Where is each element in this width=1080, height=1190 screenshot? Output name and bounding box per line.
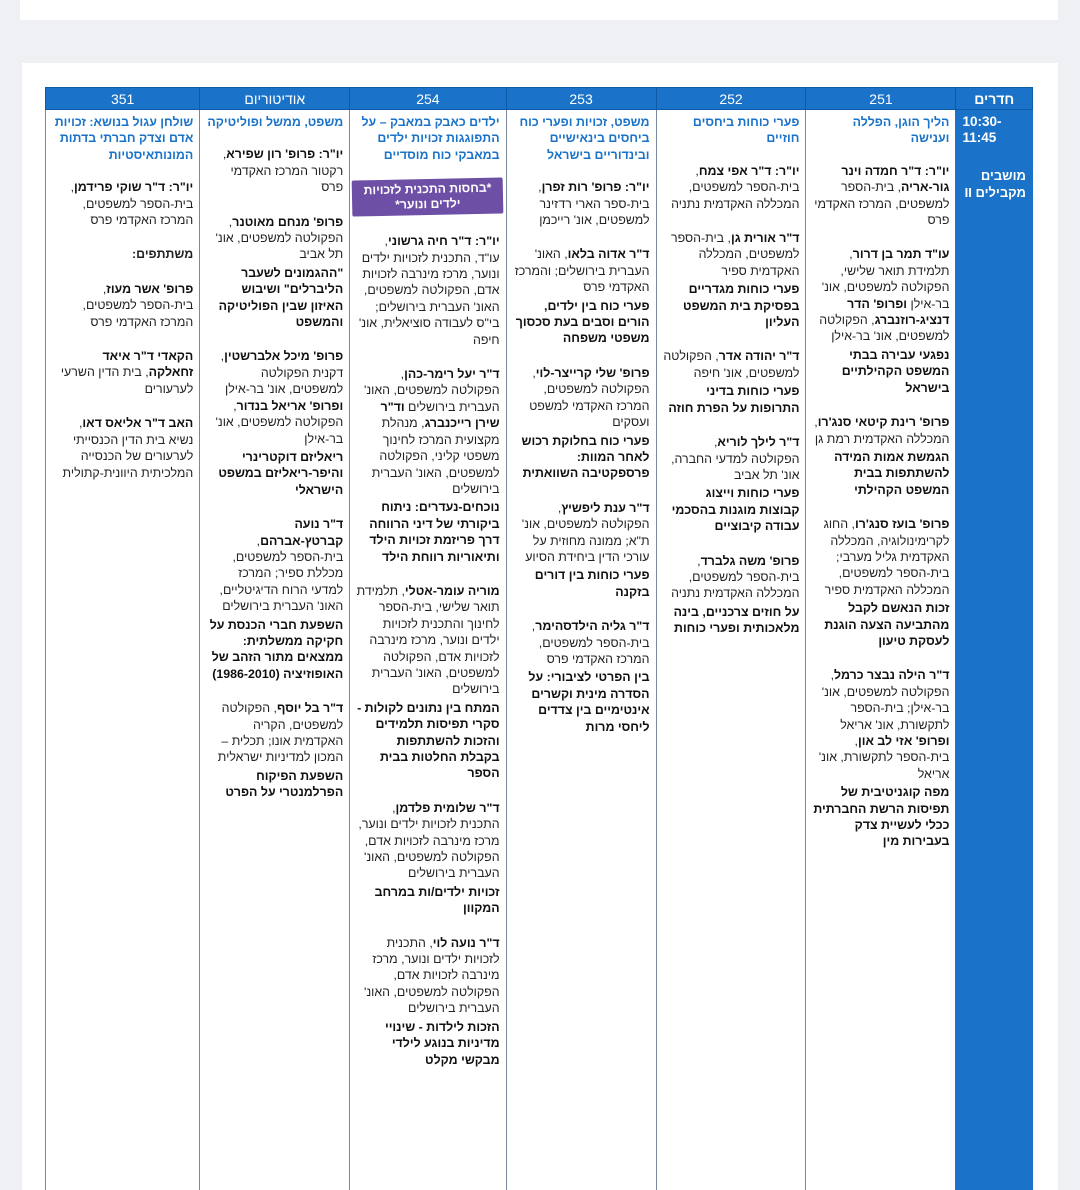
affiliation-text: , בית-הספר למשפטים, המרכז האקדמי פרס [531, 619, 650, 666]
affiliation-text: , הפקולטה למשפטים, אונ' בר-אילן [819, 313, 950, 344]
speaker-affiliation [52, 281, 193, 330]
speaker-affiliation [356, 800, 499, 882]
session-title: ילדים כאבק במאבק – על התפוגגות זכויות ילדים במאבקי כוח מוסדיים [361, 115, 500, 162]
talk-title: מפה קוגניטיבית של תפיסות הרשת החברתית ככלי לעשיית צדק בעבירות מין [813, 785, 950, 849]
affiliation-text: , בית-ספר הארי רדזינר למשפטים, אונ' רייכמן [538, 180, 650, 228]
speaker-name: הקאדי ד"ר איאד זחאלקה [102, 349, 194, 380]
speaker-block [52, 179, 193, 228]
talk-title: בין הפרטי לציבורי: על הסדרה מינית וקשרים אינטימיים בין צדדים ליחסי מרות [528, 670, 650, 734]
speaker-name: ד"ר אדוה בלאו [567, 247, 650, 262]
affiliation-text: , עו"ד, התכנית לזכויות ילדים ונוער, מרכז מינרבה לזכויות אדם, הפקולטה למשפטים, האונ' העברית בירושלים; בי"ס לעבודה סוציאלית, אונ' חיפה [358, 234, 500, 347]
affiliation-text: , בית-הספר למשפטים, המכללה האקדמית ספיר [670, 231, 800, 278]
affiliation-text: , הפקולטה למשפטים, הקריה האקדמית אונו; תכלית – המכון למדיניות ישראלית [217, 701, 344, 765]
speaker-block [513, 618, 650, 735]
speaker-name: ד"ר הילה נבצר כרמל [834, 668, 950, 683]
affiliation-text: , הפקולטה למשפטים, אונ' חיפה [663, 349, 800, 380]
session-title: פערי כוחות ביחסים חוזיים [692, 115, 800, 146]
session-title: הליך הוגן, הפללה וענישה [852, 115, 950, 146]
speaker-affiliation [513, 618, 650, 667]
speaker-affiliation [52, 179, 193, 228]
speaker-block [663, 553, 800, 637]
time-cell [956, 110, 1033, 1190]
talk-title: זכות הנאשם לקבל מהתביעה הצעה הוגנת לעסקת טיעון [824, 601, 950, 648]
speaker-name: יו"ר: ד"ר שוקי פרידמן [74, 180, 194, 195]
speaker-block [52, 348, 193, 397]
affiliation-text: , בית-הספר לתקשורת, אונ' אריאל [818, 734, 950, 781]
speaker-name: פרופ' מיכל אלברשטין [224, 349, 344, 364]
speaker-affiliation [812, 246, 949, 344]
speaker-name: ד"ר שלומית פלדמן [395, 800, 500, 815]
speaker-block [52, 415, 193, 481]
speaker-block [663, 434, 800, 534]
speaker-affiliation [52, 348, 193, 397]
previous-page-card [20, 0, 1058, 20]
speaker-name: ד"ר בל יוסף [276, 701, 344, 716]
speaker-name: מוריה עומר-אטלי [404, 583, 500, 598]
speaker-affiliation [356, 366, 499, 497]
speaker-affiliation [356, 935, 499, 1017]
affiliation-text: , הפקולטה למדעי החברה, אונ' תל אביב [671, 435, 800, 482]
affiliation-text: , תלמידת תואר שלישי, הפקולטה למשפטים, אונ' בר-אילן [821, 247, 950, 311]
affiliation-text: , נשיא בית הדין הכנסייתי לערעורים של הכנסייה המלכיתית היוונית-קתולית [62, 416, 194, 480]
speaker-affiliation [513, 500, 650, 566]
session-title: משפט, זכויות ופערי כוח ביחסים בינאישיים ובינדוריים בישראל [519, 115, 650, 162]
speaker-name: ד"ר נועה קברטץ-אברהם [260, 517, 344, 548]
talk-title: על חוזים צרכניים, בינה מלאכותית ופערי כוחות [673, 604, 800, 636]
talk-title: השפעת הפיקוח הפרלמנטרי על הפרט [225, 768, 344, 800]
speaker-block [356, 800, 499, 917]
speaker-block [812, 667, 949, 849]
affiliation-text: , תלמידת תואר שלישי, בית-הספר לחינוך והתכנית לזכויות ילדים ונוער, מרכז מינרבה לזכויות אדם, הפקולטה למשפטים, האונ' העברית בירושלים [356, 583, 500, 697]
talk-title: פערי כוחות בין דורים בזקנה [534, 568, 650, 599]
talk-title: פערי כוח בין ילדים, הורים וסבים בעת סכסוך משפטי משפחה [515, 298, 650, 346]
speaker-affiliation [206, 516, 343, 614]
affiliation-text: , בית-הספר למשפטים, המרכז האקדמי פרס [82, 281, 194, 329]
talk-title: פערי כוח בחלוקת רכוש לאחר המוות: פרספקטיבה השוואתית [521, 433, 650, 481]
speaker-name: ד"ר נועה לוי [432, 935, 500, 950]
affiliation-text: , הפקולטה למשפטים, אונ' בר-אילן; בית-הספר לתקשורת, אונ' אריאל [821, 668, 950, 732]
affiliation-text: , בית-הספר למשפטים, המרכז האקדמי פרס [70, 180, 194, 228]
speaker-name: ד"ר גליה הילדסהימר [535, 619, 650, 634]
affiliation-text: , בית-הספר למשפטים, המכללה האקדמית נתניה [671, 163, 800, 211]
session-cell [656, 110, 806, 1190]
session-cell [806, 110, 956, 1190]
speaker-affiliation [206, 700, 343, 766]
session-cell [46, 110, 200, 1190]
speaker-block [513, 179, 650, 228]
speaker-block [356, 935, 499, 1068]
speaker-affiliation [812, 414, 949, 447]
speaker-block [663, 163, 800, 212]
session-title: משפט, ממשל ופוליטיקה [207, 115, 344, 129]
speaker-block [206, 516, 343, 682]
speaker-affiliation [356, 233, 499, 348]
affiliation-text: , החוג לקרימינולוגיה, המכללה האקדמית גליל מערבי; בית-הספר למשפטים, המכללה האקדמית ספיר [823, 517, 950, 597]
speaker-affiliation [812, 667, 949, 782]
affiliation-text: , התכנית לזכויות ילדים ונוער, מרכז מינרבה לזכויות אדם, הפקולטה למשפטים, האונ' העברית בירושלים [358, 800, 500, 881]
room-header: אודיטוריום [200, 88, 350, 110]
rooms-header: חדרים [956, 88, 1033, 110]
talk-title: המתח בין נתונים לקולות - סקרי תפיסות תלמידים והזכות להשתתפות בקבלת החלטות בבית הספר [357, 700, 500, 781]
affiliation-text: , המכללה האקדמית רמת גן [814, 415, 950, 446]
affiliation-text: , דקנית הפקולטה למשפטים, אונ' בר-אילן [220, 349, 344, 397]
speaker-block [513, 500, 650, 600]
speaker-name: האב ד"ר אליאס דאו [82, 416, 194, 431]
talk-title: "ההגמונים לשעבר הליברלים" ושיבוש האיזון שבין הפוליטיקה והמשפט [218, 265, 344, 330]
talk-title: פערי כוחות וייצוג קבוצות מוגנות בהסכמי עבודה קיבוציים [671, 486, 800, 534]
speaker-name: ד"ר לילך לוריא [717, 435, 800, 450]
affiliation-text: , הפקולטה למשפטים, אונ' בר-אילן [215, 398, 344, 446]
affiliation-text: , רקטור המרכז האקדמי פרס [222, 147, 344, 195]
speaker-affiliation [206, 348, 343, 446]
affiliation-text: , הפקולטה למשפטים, האונ' העברית בירושלים [363, 367, 500, 414]
speaker-name: יו"ר: ד"ר חמדה וינר גור-אריה [841, 163, 950, 195]
speaker-block [206, 700, 343, 800]
speaker-affiliation [52, 415, 193, 481]
affiliation-text: , הפקולטה למשפטים, אונ' תל אביב [215, 214, 344, 262]
talk-title: נפגעי עבירה בבתי המשפט הקהילתיים בישראל [841, 347, 950, 395]
session-cell [200, 110, 350, 1190]
speaker-block [356, 366, 499, 565]
sponsor-banner: *בחסות התכנית לזכויות ילדים ונוער* [352, 178, 504, 217]
room-header: 253 [506, 88, 656, 110]
speaker-name: יו"ר: פרופ' רות זפרן [541, 180, 650, 195]
speaker-block [356, 233, 499, 348]
room-header: 252 [656, 88, 806, 110]
time-slot: 10:30-11:45 [962, 114, 1002, 146]
speaker-affiliation [513, 365, 650, 431]
speaker-affiliation [663, 230, 800, 279]
speaker-block [812, 414, 949, 498]
speaker-block [812, 516, 949, 649]
affiliation-text: , הפקולטה למשפטים, המרכז האקדמי למשפט ועסקים [529, 365, 650, 430]
schedule-table [45, 87, 1033, 1190]
talk-title: פערי כוחות בדיני התרופות על הפרת חוזה [668, 384, 800, 415]
speaker-name: ופרופ' אזי לב און [857, 734, 950, 748]
speaker-name: ופרופ' אריאל בנדור [236, 398, 344, 413]
talk-title: פערי כוחות מגדריים בפסיקת בית המשפט העליון [683, 282, 800, 330]
affiliation-text: , הפקולטה למשפטים, אונ' ת"א; ממונה מחוזית על עורכי הדין ביחידת הסיוע [521, 500, 650, 564]
program-page [22, 63, 1058, 1190]
speaker-name: פרופ' משה גלברד [700, 553, 800, 568]
speaker-affiliation [812, 163, 949, 229]
speaker-name: פרופ' שלי קרייצר-לוי [535, 365, 650, 380]
speaker-affiliation [356, 583, 499, 698]
speaker-affiliation [812, 516, 949, 598]
session-cell [506, 110, 656, 1190]
room-header: 254 [350, 88, 506, 110]
speaker-block [663, 230, 800, 330]
speaker-name: יו"ר: ד"ר חיה גרשוני [387, 234, 500, 249]
speaker-affiliation [663, 163, 800, 212]
speaker-affiliation [206, 146, 343, 195]
speaker-block [206, 214, 343, 331]
speaker-name: יו"ר: ד"ר אפי צמח [698, 163, 800, 178]
speaker-affiliation [663, 434, 800, 483]
talk-title: נוכחים-נעדרים: ניתוח ביקורתי של דיני הרווחה דרך פריזמת זכויות הילד ותיאוריות רווחת הילד [369, 500, 500, 564]
speaker-affiliation [663, 348, 800, 381]
speaker-name: ד"ר יעל רימר-כהן [404, 367, 500, 382]
affiliation-text: , בית-הספר למשפטים, המכללה האקדמית נתניה [671, 553, 800, 601]
speaker-block [663, 348, 800, 416]
sessions-row [46, 110, 1033, 1190]
affiliation-text: , התכנית לזכויות ילדים ונוער, מרכז מינרבה לזכויות אדם, הפקולטה למשפטים, האונ' העברית בירושלים [363, 935, 500, 1016]
speaker-name: יו"ר: פרופ' רון שפירא [226, 147, 344, 162]
talk-title: הזכות לילדות - שינויי מדיניות בנוגע לילדי מבקשי מקלט [384, 1019, 500, 1067]
affiliation-text: , מנהלת מקצועית המרכז לחינוך משפטי קליני, הפקולטה למשפטים, האונ' העברית בירושלים [371, 416, 500, 496]
room-header: 251 [806, 88, 956, 110]
speaker-name: פרופ' מנחם מאוטנר [232, 214, 344, 229]
speaker-name: ופרופ' הדר דנציג-רוזנברג [847, 296, 950, 328]
affiliation-text: , האונ' העברית בירושלים; והמרכז האקדמי פרס [514, 247, 650, 295]
speaker-block [356, 583, 499, 782]
speaker-name: פרופ' רינת קיטאי סנג'רו [817, 415, 950, 430]
room-header: 351 [46, 88, 200, 110]
session-title: שולחן עגול בנושא: זכויות אדם וצדק חברתי בדתות המונותאיסטיות [54, 115, 194, 162]
speaker-block [812, 246, 949, 396]
speaker-name: ד"ר ענת ליפשיץ [561, 500, 650, 515]
session-cell [350, 110, 506, 1190]
speaker-affiliation [513, 179, 650, 228]
speaker-name: פרופ' בועז סנג'רו [854, 517, 950, 532]
speaker-block [513, 365, 650, 482]
header-row [46, 88, 1033, 110]
speaker-name: עו"ד תמר בן דרור [852, 247, 950, 262]
speaker-block [206, 348, 343, 498]
affiliation-text: , בית-הספר למשפטים, מכללת ספיר; המרכז למדעי הרוח הדיגיטליים, האונ' העברית בירושלים [219, 533, 344, 614]
talk-title: זכויות ילדים/ות במרחב המקוון [374, 884, 500, 916]
affiliation-text: , בית-הספר למשפטים, המרכז האקדמי פרס [814, 180, 950, 228]
speaker-block [206, 146, 343, 195]
participants-label: משתתפים: [132, 247, 194, 262]
talk-title: השפעת חברי הכנסת על חקיקה ממשלתית: ממצאים מתור הזהב של האופוזיציה (1986-2010) [209, 617, 344, 681]
speaker-name: ד"ר אורית גן [730, 231, 800, 246]
session-label: מושבים מקבילים II [964, 167, 1026, 200]
speaker-block [52, 281, 193, 330]
speaker-block [812, 163, 949, 229]
speaker-name: ד"ר יהודה אדר [718, 349, 800, 364]
speaker-name: פרופ' אשר מעוז [106, 281, 194, 296]
talk-title: הגמשת אמות המידה להשתתפות בבית המשפט הקהילתי [834, 449, 950, 497]
speaker-affiliation [206, 214, 343, 263]
speaker-affiliation [513, 246, 650, 295]
speaker-affiliation [663, 553, 800, 602]
talk-title: ריאליזם דוקטרינרי והיפר-ריאליזם במשפט הישראלי [218, 449, 344, 497]
affiliation-text: , בית הדין השרעי לערעורים [60, 365, 194, 396]
speaker-name: וד"ר שירן רייכנברג [380, 399, 500, 431]
speaker-block [513, 246, 650, 346]
